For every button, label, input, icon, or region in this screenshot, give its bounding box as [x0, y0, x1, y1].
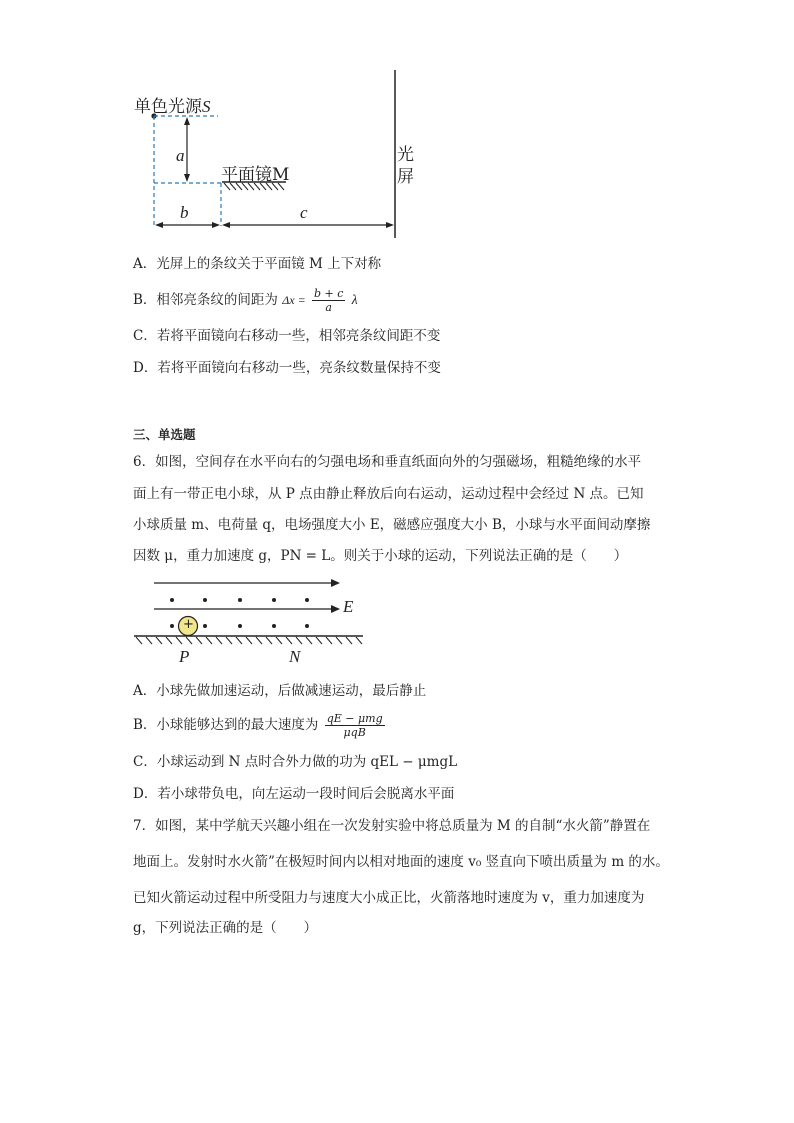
- c-label: c: [300, 203, 308, 222]
- a-label: a: [176, 146, 185, 165]
- ball-plus-sign: +: [183, 617, 194, 632]
- q6-option-b-text: B．小球能够达到的最大速度为: [133, 717, 319, 733]
- q6-line-3: 小球质量 m、电荷量 q，电场强度大小 E，磁感应强度大小 B，小球与水平面间动摩擦: [133, 517, 651, 533]
- q6-option-b: [133, 712, 387, 739]
- q6-option-d: D．若小球带负电，向左运动一段时间后会脱离水平面: [133, 786, 455, 802]
- q5-option-a: A．光屏上的条纹关于平面镜 M 上下对称: [133, 256, 382, 272]
- screen-label-2: 屏: [397, 167, 414, 187]
- q5-option-d: D．若将平面镜向右移动一些，亮条纹数量保持不变: [133, 360, 441, 376]
- section-heading: 三、单选题: [133, 427, 196, 442]
- q5-option-b-lambda: λ: [351, 292, 358, 307]
- q7-line-2: 地面上。发射时水火箭”在极短时间内以相对地面的速度 v₀ 竖直向下喷出质量为 m 的水。: [133, 854, 669, 870]
- q7-line-4: g，下列说法正确的是（ ）: [133, 920, 318, 936]
- screen-label-1: 光: [397, 145, 414, 165]
- q6-line-2: 面上有一带正电小球，从 P 点由静止释放后向右运动，运动过程中会经过 N 点。已知: [133, 486, 644, 502]
- magnetic-dots-row-1: [170, 598, 309, 602]
- q6-fraction-numerator: qE − μmg: [326, 712, 383, 725]
- q7-line-1: 7．如图，某中学航天兴趣小组在一次发射实验中将总质量为 M 的自制“水火箭”静置在: [133, 818, 651, 834]
- q6-option-c: C．小球运动到 N 点时合外力做的功为 qEL − μmgL: [133, 754, 458, 770]
- ground-hatching: [136, 637, 362, 644]
- q5-option-b-text: B．相邻亮条纹的间距为: [133, 292, 278, 308]
- q6-option-a: A．小球先做加速运动，后做减速运动，最后静止: [133, 683, 427, 699]
- field-e-label: E: [343, 597, 354, 616]
- mirror-label: 平面镜M: [221, 165, 290, 185]
- source-label-text: 单色光源: [134, 97, 202, 117]
- source-symbol: S: [202, 97, 211, 116]
- q5-option-c: C．若将平面镜向右移动一些，相邻亮条纹间距不变: [133, 328, 441, 344]
- q6-line-4: 因数 μ，重力加速度 g，PN = L。则关于小球的运动，下列说法正确的是（ ）: [133, 548, 628, 564]
- q6-fraction-denominator: μqB: [343, 726, 366, 739]
- q5-fraction-numerator: b + c: [313, 287, 344, 300]
- q7-line-3: 已知火箭运动过程中所受阻力与速度大小成正比，火箭落地时速度为 v，重力加速度为: [133, 890, 645, 906]
- point-p-label: P: [179, 647, 190, 666]
- q6-option-b-fraction: [325, 712, 385, 739]
- point-n-label: N: [289, 647, 301, 666]
- q6-line-1: 6．如图，空间存在水平向右的匀强电场和垂直纸面向外的匀强磁场，粗糙绝缘的水平: [133, 454, 642, 470]
- b-label: b: [180, 203, 189, 222]
- q5-option-b-dx: Δx =: [282, 293, 306, 307]
- q5-fraction-denominator: a: [325, 301, 332, 314]
